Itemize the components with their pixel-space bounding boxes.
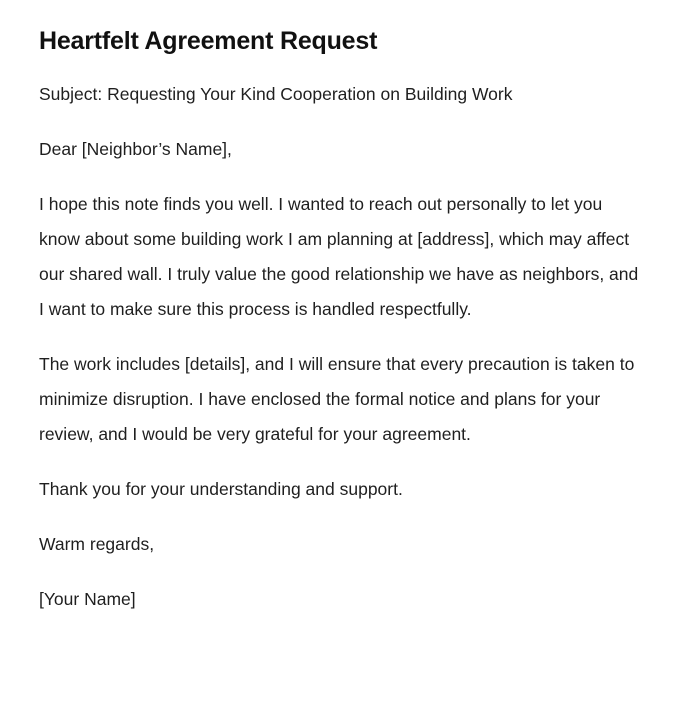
- body-paragraph-2: The work includes [details], and I will ensure that every precaution is taken to minimize disruption. I have enclosed the formal notice and plans for your review, and I would be very grateful for your agreement.: [39, 354, 635, 444]
- salutation: Dear [Neighbor’s Name],: [39, 139, 232, 159]
- page-title: Heartfelt Agreement Request: [39, 27, 378, 55]
- closing-thanks: Thank you for your understanding and support.: [39, 479, 403, 499]
- signature-name: [Your Name]: [39, 589, 136, 609]
- body-paragraph-1: I hope this note finds you well. I wanted to reach out personally to let you know about some building work I am planning at [address], which may affect our shared wall. I truly value the good relationship we have as neighbors, and I want to make sure this process is handled respectfully.: [39, 194, 639, 319]
- sign-off: Warm regards,: [39, 534, 155, 554]
- subject-line: Subject: Requesting Your Kind Cooperation on Building Work: [39, 84, 513, 104]
- document-body: [39, 77, 644, 617]
